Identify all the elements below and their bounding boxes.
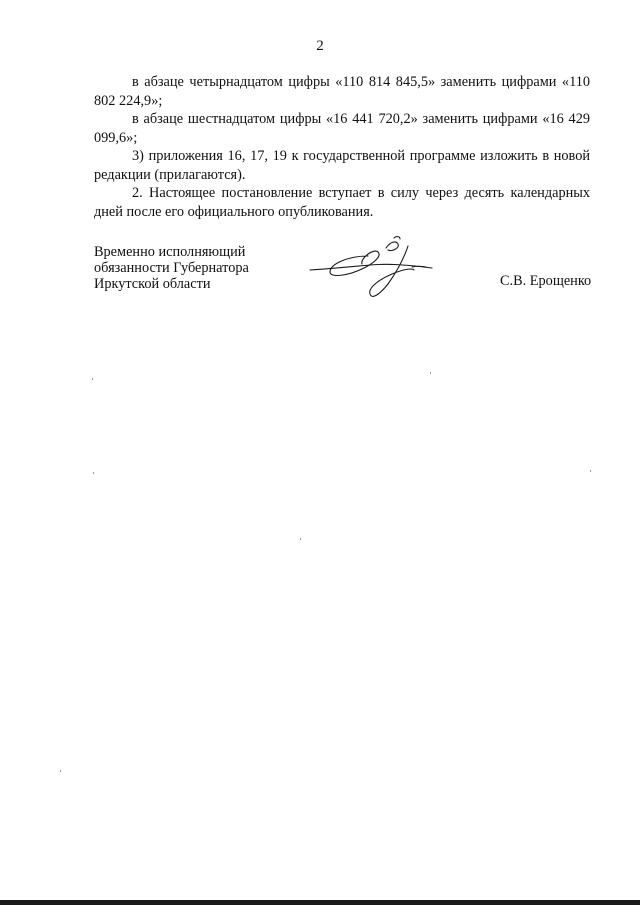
scan-speck [300,538,301,540]
document-body [94,73,590,221]
paragraph-effective-date: 2. Настоящее постановление вступает в силу через десять календарных дней после его официального опубликования. [94,185,590,220]
scan-speck [93,472,94,474]
signatory-title-line: Временно исполняющий [94,244,246,260]
paragraph-appendices: 3) приложения 16, 17, 19 к государственной программе изложить в новой редакции (прилагаются). [94,148,590,183]
signatory-title [94,244,249,292]
paragraph-amendment-14: в абзаце четырнадцатом цифры «110 814 845,5» заменить цифрами «110 802 224,9»; [94,74,590,109]
scan-speck [590,470,591,472]
paragraph-amendment-16: в абзаце шестнадцатом цифры «16 441 720,2» заменить цифрами «16 429 099,6»; [94,111,590,146]
scan-speck [430,372,431,374]
scan-speck [92,378,93,380]
signatory-title-line: обязанности Губернатора [94,260,249,276]
scan-speck [60,770,61,772]
signatory-name: С.В. Ерощенко [500,273,592,289]
handwritten-signature [308,234,436,300]
scan-bottom-edge [0,900,640,905]
page-number: 2 [316,38,324,54]
signatory-title-line: Иркутской области [94,276,211,292]
